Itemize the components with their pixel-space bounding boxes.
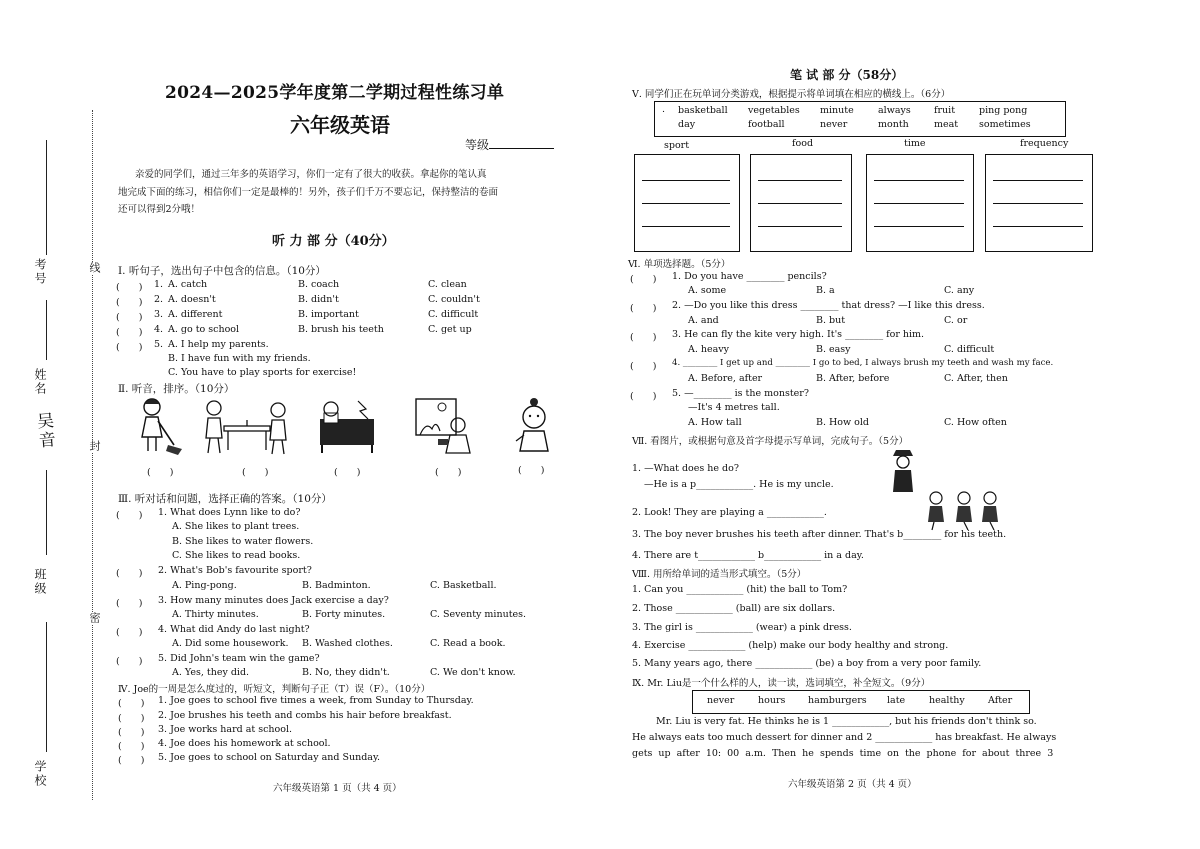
seal-char-line: 线 (88, 262, 101, 275)
s8-item-3[interactable]: 3. The girl is ____________ (wear) a pink dress. (632, 622, 852, 633)
s7-q4[interactable]: 4. There are t____________ b____________ in a day. (632, 550, 864, 561)
section-9-title: Ⅸ. Mr. Liu是一个什么样的人，读一读，选词填空，补全短文。（9分） (632, 678, 931, 689)
s9-paragraph-3: gets up after 10: 00 a.m. Then he spends time on the phone for about three 3 (632, 748, 1054, 759)
word-bank-dot: . (662, 104, 666, 115)
picture-girl (512, 397, 556, 455)
intro-line-2: 地完成下面的练习，相信你们一定是最棒的！另外，孩子们千万不要忘记，保持整洁的卷面 (118, 187, 499, 198)
category-sport-label: sport (664, 140, 690, 151)
section-5-title: Ⅴ. 同学们正在玩单词分类游戏，根据提示将单词填在相应的横线上。（6分） (632, 89, 951, 100)
s9-paragraph-2[interactable]: He always eats too much dessert for dinner and 2 ____________ has breakfast. He always (632, 732, 1057, 743)
school-label: 学校 (33, 760, 47, 788)
section-4-title: Ⅳ. Joe的一周是怎么度过的，听短文，判断句子正（T）误（F）。（10分） (118, 684, 431, 695)
binding-dotted-line (92, 110, 93, 800)
picture-kids-playing (924, 490, 1004, 532)
picture-5-bracket[interactable]: ( ) (518, 465, 545, 476)
section-2-title: Ⅱ. 听音，排序。（10分） (118, 383, 235, 395)
picture-sleeping-bed (316, 397, 380, 455)
s7-q3[interactable]: 3. The boy never brushes his teeth after dinner. That's b________ for his teeth. (632, 529, 1007, 540)
number-label: 考号 (33, 258, 47, 286)
grade-field (465, 136, 554, 153)
name-handwritten: 吴音 (32, 411, 56, 451)
seal-char-seal: 封 (88, 440, 101, 453)
s8-item-4[interactable]: 4. Exercise ____________ (help) make our body healthy and strong. (632, 640, 949, 651)
picture-ping-pong (200, 398, 295, 456)
page-1-footer: 六年级英语第 1 页（共 4 页） (273, 783, 402, 794)
intro-line-3: 还可以得到2分哦！ (118, 204, 201, 215)
seal-char-secret: 密 (88, 612, 101, 625)
section-8-title: Ⅷ. 用所给单词的适当形式填空。（5分） (632, 569, 807, 580)
listening-header: 听 力 部 分（40分） (272, 234, 395, 249)
picture-girl-sweeping (128, 395, 188, 457)
picture-2-bracket[interactable]: ( ) (242, 467, 269, 478)
picture-4-bracket[interactable]: ( ) (435, 467, 462, 478)
s7-q2[interactable]: 2. Look! They are playing a ____________. (632, 507, 827, 518)
s7-q1-question: 1. —What does he do? (632, 463, 739, 474)
exam-subtitle: 六年级英语 (290, 113, 390, 137)
page-2-footer: 六年级英语第 2 页（共 4 页） (788, 779, 917, 790)
category-food-label: food (792, 138, 814, 149)
name-label: 姓名 (33, 368, 47, 396)
section-3-title: Ⅲ. 听对话和问题，选择正确的答案。（10分） (118, 493, 332, 505)
s7-q1-answer[interactable]: —He is a p____________. He is my uncle. (644, 479, 834, 490)
exam-title: 2024—2025学年度第二学期过程性练习单 (165, 83, 505, 103)
picture-watering-plants (412, 395, 480, 457)
category-time-label: time (904, 138, 926, 149)
class-label: 班级 (33, 568, 47, 596)
grade-blank[interactable] (489, 148, 554, 149)
grade-label: 等级 (465, 138, 490, 152)
picture-3-bracket[interactable]: ( ) (334, 467, 361, 478)
s8-item-2[interactable]: 2. Those ____________ (ball) are six dollars. (632, 603, 836, 614)
s9-paragraph-1[interactable]: Mr. Liu is very fat. He thinks he is 1 ____________, but his friends don't think so. (656, 716, 1037, 727)
section-7-title: Ⅶ. 看图片，或根据句意及首字母提示写单词，完成句子。（5分） (632, 436, 909, 447)
section-1-title: Ⅰ. 听句子，选出句子中包含的信息。（10分） (118, 265, 326, 277)
section-6-title: Ⅵ. 单项选择题。（5分） (628, 259, 731, 270)
picture-1-bracket[interactable]: ( ) (147, 467, 174, 478)
picture-policeman (888, 448, 918, 496)
s8-item-1[interactable]: 1. Can you ____________ (hit) the ball to Tom? (632, 584, 848, 595)
category-frequency-label: frequency (1020, 138, 1069, 149)
s8-item-5[interactable]: 5. Many years ago, there ____________ (be) a boy from a very poor family. (632, 658, 982, 669)
intro-line-1: 亲爱的同学们，通过三年多的英语学习，你们一定有了很大的收获。拿起你的笔认真 (135, 169, 487, 180)
written-header: 笔 试 部 分（58分） (790, 68, 904, 82)
